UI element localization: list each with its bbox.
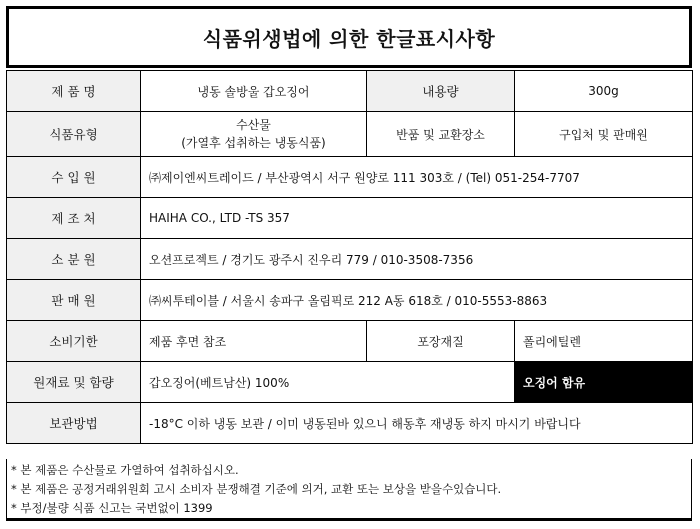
content-amount-label: 내용량 [367,71,515,112]
food-type-label: 식품유형 [7,112,141,157]
ingredients-value: 갑오징어(베트남산) 100% [141,362,515,403]
content-amount-value: 300g [515,71,693,112]
table-row [7,239,693,280]
food-type-value-line2: (가열후 섭취하는 냉동식품) [181,136,326,150]
allergen-badge: 오징어 함유 [515,362,693,403]
ingredients-label: 원재료 및 함량 [7,362,141,403]
note-line: * 부정/불량 식품 신고는 국번없이 1399 [11,501,213,515]
product-name-value: 냉동 솔방울 갑오징어 [141,71,367,112]
food-type-value [141,112,367,157]
seller-label: 판 매 원 [7,280,141,321]
importer-label: 수 입 원 [7,157,141,198]
importer-value: ㈜제이엔씨트레이드 / 부산광역시 서구 원양로 111 303호 / (Tel) 051-254-7707 [141,157,693,198]
expiry-value: 제품 후면 참조 [141,321,367,362]
table-row [7,403,693,444]
storage-value: -18°C 이하 냉동 보관 / 이미 냉동된바 있으니 해동후 재냉동 하지 마시기 바랍니다 [141,403,693,444]
return-place-value: 구입처 및 판매원 [515,112,693,157]
table-row [7,362,693,403]
packaging-label: 포장재질 [367,321,515,362]
note-line: * 본 제품은 공정거래위원회 고시 소비자 분쟁해결 기준에 의거, 교환 또는 보상을 받을수있습니다. [11,482,502,496]
expiry-label: 소비기한 [7,321,141,362]
label-info-table [6,70,693,444]
notes-section [6,459,692,521]
table-row [7,198,693,239]
table-row [7,321,693,362]
table-row [7,71,693,112]
table-row [7,112,693,157]
manufacturer-value: HAIHA CO., LTD -TS 357 [141,198,693,239]
label-title: 식품위생법에 의한 한글표시사항 [6,6,692,68]
product-name-label: 제 품 명 [7,71,141,112]
table-row [7,157,693,198]
subdivider-value: 오션프로젝트 / 경기도 광주시 진우리 779 / 010-3508-7356 [141,239,693,280]
seller-value: ㈜씨투테이블 / 서울시 송파구 올림픽로 212 A동 618호 / 010-5553-8863 [141,280,693,321]
packaging-value: 폴리에틸렌 [515,321,693,362]
subdivider-label: 소 분 원 [7,239,141,280]
food-type-value-line1: 수산물 [236,118,271,132]
table-row [7,280,693,321]
return-place-label: 반품 및 교환장소 [367,112,515,157]
storage-label: 보관방법 [7,403,141,444]
manufacturer-label: 제 조 처 [7,198,141,239]
note-line: * 본 제품은 수산물로 가열하여 섭취하십시오. [11,463,239,477]
